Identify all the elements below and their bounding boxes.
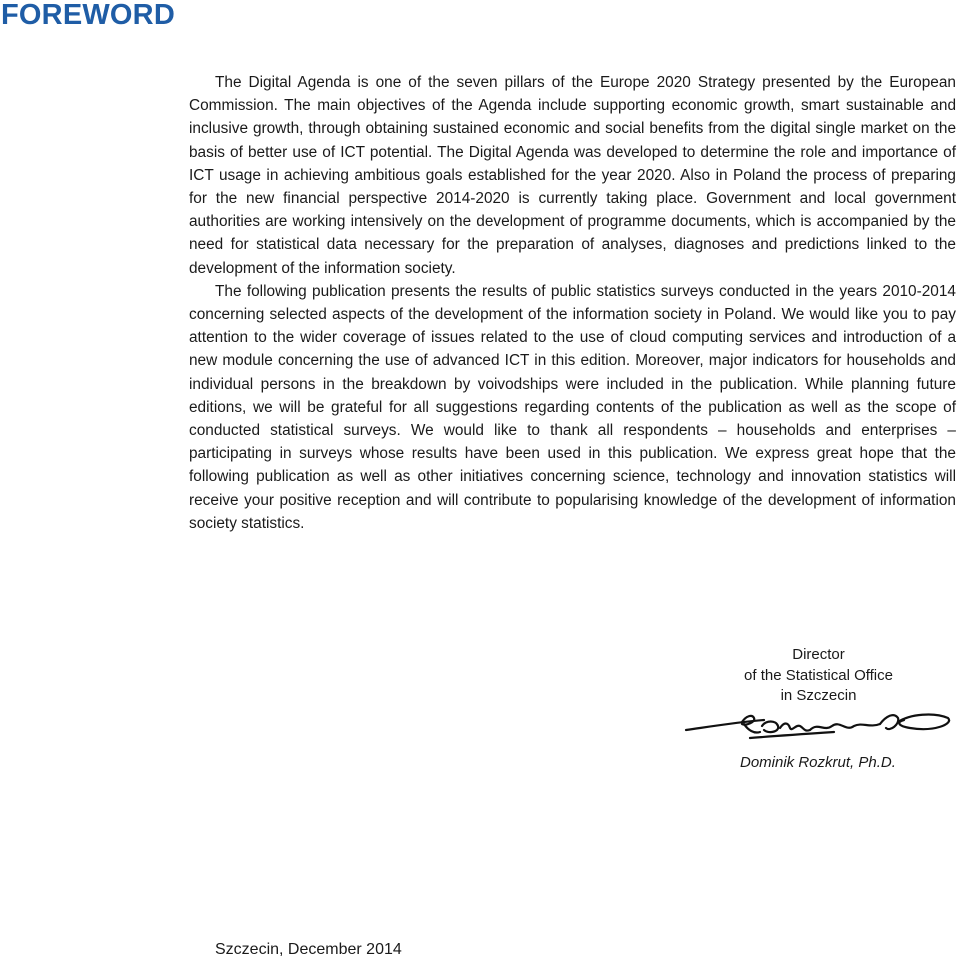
foreword-body	[189, 71, 956, 535]
paragraph-2: The following publication presents the results of public statistics surveys conducted in the years 2010-2014 concerning selected aspects of the development of the information society in Poland. We would like you to pay attention to the wider coverage of issues related to the use of cloud computing services and introduction of a new module concerning the use of advanced ICT in this edition. Moreover, major indicators for households and individual persons in the breakdown by voivodships were included in the publication. While planning future editions, we will be grateful for all suggestions regarding contents of the publication as well as the scope of conducted statistical surveys. We would like to thank all respondents – households and enterprises – participating in surveys whose results have been used in this publication. We express great hope that the following publication as well as other initiatives concerning science, technology and innovation statistics will receive your positive reception and will contribute to popularising knowledge of the development of information society statistics.	[189, 282, 956, 532]
signature-title-block	[700, 645, 937, 707]
signature-title-line-3: in Szczecin	[780, 687, 857, 704]
page-title: FOREWORD	[1, 0, 175, 31]
place-date: Szczecin, December 2014	[215, 941, 402, 958]
signature-title-line-2: of the Statistical Office	[744, 666, 893, 684]
paragraph-1: The Digital Agenda is one of the seven pillars of the Europe 2020 Strategy presented by the European Commission. The main objectives of the Agenda include supporting economic growth, smart sustainable and inclusive growth, through obtaining sustained economic and social benefits from the digital single market on the basis of better use of ICT potential. The Digital Agenda was developed to determine the role and importance of ICT usage in achieving ambitious goals established for the year 2020. Also in Poland the process of preparing for the new financial perspective 2014-2020 is currently taking place. Government and local government authorities are working intensively on the development of programme documents, which is accompanied by the need for statistical data necessary for the preparation of analyses, diagnoses and predictions linked to the development of the information society.	[189, 74, 956, 277]
signer-name: Dominik Rozkrut, Ph.D.	[740, 754, 896, 771]
handwritten-signature	[684, 710, 954, 746]
signature-title-line-1: Director	[792, 646, 845, 663]
